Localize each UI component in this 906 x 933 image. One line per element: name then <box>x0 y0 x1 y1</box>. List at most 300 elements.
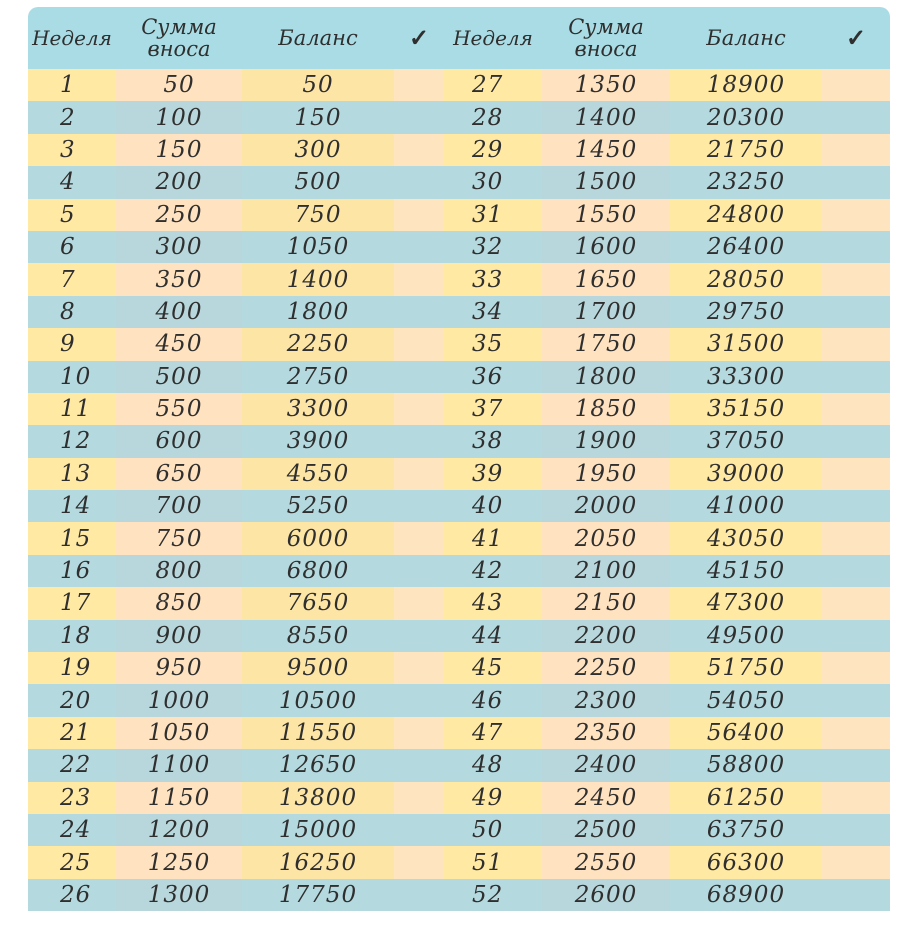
balance-cell-value: 6800 <box>286 558 350 585</box>
balance-cell <box>670 652 822 684</box>
sum-cell-value: 1950 <box>574 460 638 487</box>
table-row <box>28 425 890 457</box>
balance-cell-value: 33300 <box>706 363 786 390</box>
balance-cell-value: 56400 <box>706 720 786 746</box>
week-cell-value: 23 <box>60 784 92 811</box>
balance-cell <box>670 846 822 878</box>
sum-cell <box>542 69 670 101</box>
sum-cell-value: 2000 <box>574 493 638 520</box>
check-cell[interactable] <box>822 296 890 328</box>
week-cell-value: 36 <box>472 363 504 390</box>
week-cell <box>28 425 116 457</box>
sum-cell-value: 1300 <box>147 881 211 908</box>
balance-cell <box>670 814 822 846</box>
week-cell-value: 25 <box>60 849 92 876</box>
sum-cell-value: 200 <box>155 169 203 196</box>
sum-cell <box>116 458 242 490</box>
sum-cell-value: 2400 <box>574 752 638 779</box>
check-cell[interactable] <box>394 782 444 814</box>
sum-cell-value: 250 <box>155 201 203 228</box>
week-cell <box>444 263 542 295</box>
balance-cell <box>242 69 394 101</box>
balance-cell <box>242 652 394 684</box>
balance-cell-value: 28050 <box>706 266 786 293</box>
week-cell-value: 38 <box>472 428 504 455</box>
balance-cell-value: 1400 <box>286 266 350 293</box>
week-cell <box>28 296 116 328</box>
balance-cell <box>670 879 822 911</box>
sum-cell-value: 2050 <box>574 525 638 552</box>
table-row <box>28 490 890 522</box>
balance-cell-value: 26400 <box>706 234 786 261</box>
check-cell[interactable] <box>394 652 444 684</box>
table-row <box>28 555 890 587</box>
check-cell[interactable] <box>394 393 444 425</box>
check-cell[interactable] <box>394 101 444 133</box>
sum-cell-value: 800 <box>155 558 203 585</box>
table-row <box>28 522 890 554</box>
sum-cell-value: 1800 <box>574 363 638 390</box>
balance-cell-value: 750 <box>294 201 342 228</box>
check-cell[interactable] <box>822 199 890 231</box>
check-cell[interactable] <box>394 134 444 166</box>
sum-cell-value: 1400 <box>574 104 638 131</box>
week-cell <box>28 555 116 587</box>
sum-cell-value: 2450 <box>574 784 638 811</box>
check-cell[interactable] <box>394 263 444 295</box>
sum-cell <box>116 620 242 652</box>
week-cell <box>28 361 116 393</box>
header-balance: Баланс <box>278 26 358 50</box>
sum-cell <box>116 490 242 522</box>
week-cell <box>444 555 542 587</box>
balance-cell <box>670 782 822 814</box>
week-cell <box>28 166 116 198</box>
header-sum-line1: Сумма <box>141 15 217 39</box>
savings-table <box>28 7 890 911</box>
balance-cell-value: 21750 <box>706 136 786 163</box>
balance-cell-value: 43050 <box>706 525 786 552</box>
week-cell-value: 40 <box>472 493 504 520</box>
sum-cell <box>116 263 242 295</box>
balance-cell <box>242 328 394 360</box>
check-cell[interactable] <box>394 749 444 781</box>
check-cell[interactable] <box>822 749 890 781</box>
sum-cell <box>542 263 670 295</box>
week-cell-value: 20 <box>60 687 92 714</box>
check-cell[interactable] <box>822 231 890 263</box>
sum-cell <box>116 684 242 716</box>
week-cell-value: 30 <box>472 169 504 196</box>
week-cell-value: 26 <box>60 881 92 908</box>
sum-cell <box>116 587 242 619</box>
week-cell <box>28 749 116 781</box>
check-cell[interactable] <box>822 879 890 911</box>
check-cell[interactable] <box>822 782 890 814</box>
check-cell[interactable] <box>822 684 890 716</box>
week-cell-value: 33 <box>472 266 504 293</box>
sum-cell <box>116 328 242 360</box>
week-cell <box>444 69 542 101</box>
check-cell[interactable] <box>394 620 444 652</box>
week-cell <box>444 684 542 716</box>
week-cell-value: 34 <box>472 298 504 325</box>
week-cell <box>444 879 542 911</box>
balance-cell <box>670 587 822 619</box>
check-cell[interactable] <box>394 814 444 846</box>
week-cell <box>444 296 542 328</box>
balance-cell-value: 49500 <box>706 622 786 649</box>
sum-cell <box>542 587 670 619</box>
sum-cell <box>116 296 242 328</box>
week-cell <box>28 393 116 425</box>
sum-cell-value: 2300 <box>574 687 638 714</box>
week-cell-value: 13 <box>60 460 92 487</box>
balance-cell-value: 20300 <box>706 104 786 131</box>
week-cell <box>28 522 116 554</box>
check-cell[interactable] <box>394 199 444 231</box>
week-cell <box>28 263 116 295</box>
sum-cell-value: 500 <box>155 363 203 390</box>
sum-cell <box>116 361 242 393</box>
check-cell[interactable] <box>394 522 444 554</box>
balance-cell <box>670 490 822 522</box>
table-row <box>28 296 890 328</box>
balance-cell-value: 61250 <box>706 784 786 811</box>
balance-cell-value: 17750 <box>278 881 358 908</box>
balance-cell-value: 11550 <box>278 720 358 746</box>
sum-cell <box>542 361 670 393</box>
check-cell[interactable] <box>394 587 444 619</box>
week-cell <box>444 717 542 749</box>
table-body <box>28 69 890 911</box>
check-cell[interactable] <box>822 846 890 878</box>
check-cell[interactable] <box>394 490 444 522</box>
header-sum-line2: вноса <box>147 37 211 61</box>
sum-cell <box>542 782 670 814</box>
sum-cell <box>542 296 670 328</box>
week-cell <box>444 199 542 231</box>
balance-cell <box>242 717 394 749</box>
sum-cell-value: 1850 <box>574 396 638 423</box>
balance-cell-value: 4550 <box>286 460 350 487</box>
sum-cell <box>542 652 670 684</box>
week-cell <box>444 846 542 878</box>
balance-cell <box>242 166 394 198</box>
balance-cell <box>242 879 394 911</box>
week-cell <box>28 199 116 231</box>
table-row <box>28 134 890 166</box>
sum-cell-value: 2250 <box>574 655 638 682</box>
check-cell[interactable] <box>394 846 444 878</box>
sum-cell <box>116 166 242 198</box>
table-row <box>28 782 890 814</box>
check-cell[interactable] <box>822 814 890 846</box>
balance-cell <box>242 296 394 328</box>
balance-cell-value: 39000 <box>706 460 786 487</box>
week-cell-value: 43 <box>472 590 504 617</box>
header-week: Неделя <box>32 26 112 50</box>
check-cell[interactable] <box>822 361 890 393</box>
week-cell-value: 14 <box>60 493 92 520</box>
table-row <box>28 393 890 425</box>
check-cell[interactable] <box>822 263 890 295</box>
sum-cell-value: 1200 <box>147 817 211 844</box>
sum-cell-value: 300 <box>155 234 203 261</box>
check-cell[interactable] <box>394 69 444 101</box>
balance-cell-value: 29750 <box>706 298 786 325</box>
balance-cell-value: 1050 <box>286 234 350 261</box>
week-cell <box>28 814 116 846</box>
check-cell[interactable] <box>822 620 890 652</box>
balance-cell <box>670 263 822 295</box>
check-cell[interactable] <box>822 652 890 684</box>
check-cell[interactable] <box>394 328 444 360</box>
balance-cell-value: 35150 <box>706 396 786 423</box>
check-cell[interactable] <box>822 458 890 490</box>
sum-cell <box>542 684 670 716</box>
balance-cell <box>670 231 822 263</box>
week-cell-value: 7 <box>60 266 76 293</box>
balance-cell-value: 3900 <box>286 428 350 455</box>
sum-cell-value: 1550 <box>574 201 638 228</box>
sum-cell-value: 950 <box>155 655 203 682</box>
week-cell-value: 16 <box>60 558 92 585</box>
balance-cell <box>242 231 394 263</box>
check-cell[interactable] <box>822 328 890 360</box>
sum-cell-value: 600 <box>155 428 203 455</box>
balance-cell-value: 2750 <box>286 363 350 390</box>
week-cell <box>444 101 542 133</box>
check-cell[interactable] <box>394 684 444 716</box>
balance-cell-value: 300 <box>294 136 342 163</box>
check-cell[interactable] <box>394 425 444 457</box>
check-cell[interactable] <box>394 231 444 263</box>
check-cell[interactable] <box>822 555 890 587</box>
sum-cell <box>542 555 670 587</box>
week-cell <box>444 328 542 360</box>
balance-cell <box>242 555 394 587</box>
balance-cell <box>242 814 394 846</box>
check-cell[interactable] <box>822 522 890 554</box>
balance-cell <box>670 296 822 328</box>
balance-cell-value: 37050 <box>706 428 786 455</box>
week-cell <box>444 361 542 393</box>
check-icon: ✓ <box>408 23 430 52</box>
balance-cell <box>670 199 822 231</box>
check-cell[interactable] <box>822 425 890 457</box>
balance-cell <box>670 458 822 490</box>
sum-cell <box>116 522 242 554</box>
table-row <box>28 166 890 198</box>
balance-cell-value: 31500 <box>706 331 786 358</box>
balance-cell <box>242 782 394 814</box>
sum-cell-value: 1500 <box>574 169 638 196</box>
check-cell[interactable] <box>394 458 444 490</box>
sum-cell-value: 2100 <box>574 558 638 585</box>
balance-cell <box>670 620 822 652</box>
week-cell-value: 31 <box>472 201 504 228</box>
sum-cell-value: 1750 <box>574 331 638 358</box>
sum-cell <box>116 555 242 587</box>
sum-cell <box>116 717 242 749</box>
balance-cell-value: 63750 <box>706 817 786 844</box>
table-row <box>28 231 890 263</box>
week-cell <box>444 587 542 619</box>
check-cell[interactable] <box>822 393 890 425</box>
sum-cell <box>542 166 670 198</box>
balance-cell-value: 10500 <box>278 687 358 714</box>
check-cell[interactable] <box>394 361 444 393</box>
week-cell <box>28 879 116 911</box>
table-row <box>28 684 890 716</box>
balance-cell-value: 23250 <box>706 169 786 196</box>
balance-cell-value: 16250 <box>278 849 358 876</box>
week-cell-value: 22 <box>60 752 92 779</box>
check-cell[interactable] <box>394 555 444 587</box>
table-row <box>28 199 890 231</box>
sum-cell-value: 2550 <box>574 849 638 876</box>
sum-cell-value: 150 <box>155 136 203 163</box>
week-cell <box>28 620 116 652</box>
table-row <box>28 101 890 133</box>
balance-cell <box>670 684 822 716</box>
week-cell <box>444 231 542 263</box>
check-cell[interactable] <box>822 717 890 749</box>
check-cell[interactable] <box>822 490 890 522</box>
header-week-2: Неделя <box>453 26 533 50</box>
check-cell[interactable] <box>822 166 890 198</box>
check-cell[interactable] <box>822 69 890 101</box>
balance-cell-value: 6000 <box>286 525 350 552</box>
week-cell-value: 41 <box>472 525 504 552</box>
sum-cell-value: 1050 <box>147 720 211 746</box>
week-cell <box>444 782 542 814</box>
week-cell-value: 27 <box>472 72 504 99</box>
sum-cell <box>542 393 670 425</box>
week-cell-value: 19 <box>60 655 92 682</box>
balance-cell <box>242 361 394 393</box>
balance-cell-value: 500 <box>294 169 342 196</box>
balance-cell <box>242 749 394 781</box>
balance-cell <box>670 134 822 166</box>
balance-cell-value: 13800 <box>278 784 358 811</box>
week-cell <box>28 231 116 263</box>
balance-cell-value: 9500 <box>286 655 350 682</box>
check-cell[interactable] <box>394 166 444 198</box>
balance-cell-value: 54050 <box>706 687 786 714</box>
sum-cell-value: 1900 <box>574 428 638 455</box>
sum-cell-value: 1100 <box>147 752 211 779</box>
week-cell <box>28 782 116 814</box>
sum-cell <box>542 425 670 457</box>
balance-cell-value: 51750 <box>706 655 786 682</box>
sum-cell <box>542 846 670 878</box>
balance-cell <box>670 69 822 101</box>
balance-cell <box>242 101 394 133</box>
week-cell-value: 15 <box>60 525 92 552</box>
check-cell[interactable] <box>822 587 890 619</box>
week-cell <box>444 814 542 846</box>
balance-cell <box>242 199 394 231</box>
balance-cell-value: 50 <box>302 72 334 99</box>
balance-cell <box>670 361 822 393</box>
week-cell-value: 17 <box>60 590 92 617</box>
balance-cell-value: 150 <box>294 104 342 131</box>
check-cell[interactable] <box>394 717 444 749</box>
week-cell <box>28 134 116 166</box>
sum-cell <box>116 879 242 911</box>
week-cell-value: 21 <box>60 720 92 746</box>
balance-cell-value: 7650 <box>286 590 350 617</box>
balance-cell-value: 45150 <box>706 558 786 585</box>
sum-cell-value: 700 <box>155 493 203 520</box>
table-row <box>28 814 890 846</box>
week-cell <box>444 749 542 781</box>
balance-cell-value: 66300 <box>706 849 786 876</box>
balance-cell-value: 2250 <box>286 331 350 358</box>
table-row <box>28 361 890 393</box>
week-cell-value: 18 <box>60 622 92 649</box>
sum-cell <box>116 814 242 846</box>
table-row <box>28 879 890 911</box>
table-row <box>28 458 890 490</box>
week-cell <box>28 458 116 490</box>
week-cell-value: 32 <box>472 234 504 261</box>
header-balance-2: Баланс <box>706 26 786 50</box>
week-cell-value: 35 <box>472 331 504 358</box>
sum-cell <box>116 782 242 814</box>
sum-cell-value: 2200 <box>574 622 638 649</box>
week-cell-value: 12 <box>60 428 92 455</box>
balance-cell <box>670 425 822 457</box>
sum-cell-value: 50 <box>163 72 195 99</box>
week-cell-value: 50 <box>472 817 504 844</box>
sum-cell-value: 900 <box>155 622 203 649</box>
table-row <box>28 587 890 619</box>
week-cell-value: 2 <box>60 104 76 131</box>
week-cell <box>28 69 116 101</box>
table-header <box>28 7 890 69</box>
check-cell[interactable] <box>394 296 444 328</box>
sum-cell-value: 350 <box>155 266 203 293</box>
check-cell[interactable] <box>822 134 890 166</box>
sum-cell-value: 1000 <box>147 687 211 714</box>
balance-cell <box>242 587 394 619</box>
sum-cell <box>542 328 670 360</box>
week-cell <box>28 846 116 878</box>
week-cell-value: 45 <box>472 655 504 682</box>
sum-cell <box>542 199 670 231</box>
week-cell <box>444 393 542 425</box>
check-cell[interactable] <box>394 879 444 911</box>
balance-cell-value: 5250 <box>286 493 350 520</box>
check-cell[interactable] <box>822 101 890 133</box>
sum-cell <box>542 134 670 166</box>
sum-cell-value: 2500 <box>574 817 638 844</box>
balance-cell-value: 3300 <box>286 396 350 423</box>
balance-cell <box>670 717 822 749</box>
header-sum-2-line1: Сумма <box>568 15 644 39</box>
balance-cell <box>670 393 822 425</box>
sum-cell-value: 450 <box>155 331 203 358</box>
header-sum-2 <box>542 7 670 69</box>
sum-cell <box>116 199 242 231</box>
sum-cell <box>542 490 670 522</box>
sum-cell-value: 1700 <box>574 298 638 325</box>
balance-cell <box>670 101 822 133</box>
week-cell-value: 51 <box>472 849 504 876</box>
